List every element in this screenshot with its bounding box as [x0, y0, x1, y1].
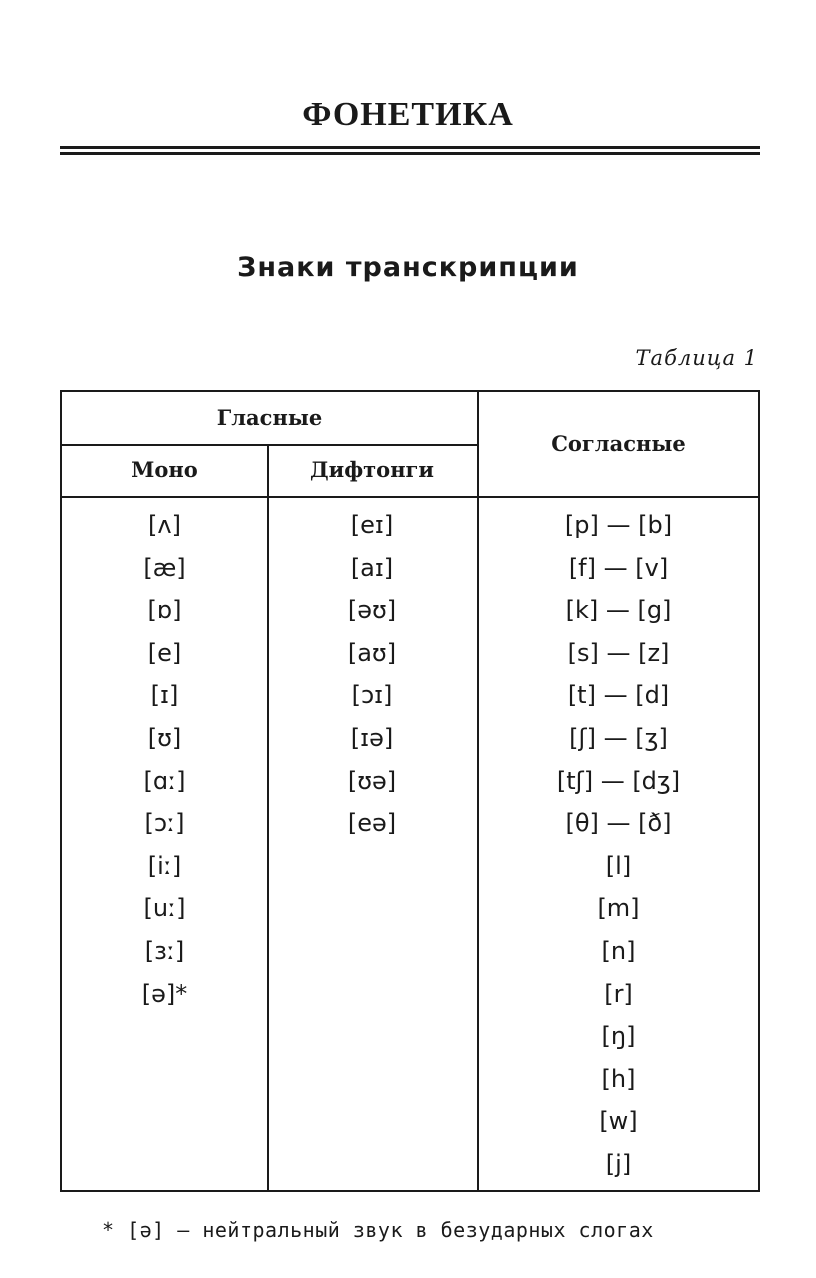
- consonant-cell: [p] — [b]: [564, 511, 673, 539]
- consonant-cell: [j]: [605, 1149, 632, 1178]
- consonant-cell: [ʃ] — [ʒ]: [569, 723, 668, 752]
- header-diphthongs: Дифтонги: [309, 457, 435, 482]
- diphthong-cell: [ɔɪ]: [351, 681, 393, 710]
- header-consonants: Согласные: [551, 431, 686, 456]
- mono-cell: [ɑː]: [143, 766, 186, 795]
- header-mono: Моно: [131, 457, 198, 482]
- consonant-cell: [w]: [599, 1107, 638, 1136]
- consonant-cell: [s] — [z]: [567, 638, 670, 667]
- consonant-cell: [m]: [597, 894, 640, 923]
- consonant-cell: [θ] — [ð]: [565, 809, 672, 838]
- consonant-cell: [tʃ] — [dʒ]: [556, 766, 681, 795]
- mono-cell: [uː]: [143, 894, 186, 923]
- mono-cell: [e]: [147, 638, 182, 667]
- diphthong-cell: [eɪ]: [350, 511, 394, 539]
- consonant-cell: [f] — [v]: [568, 553, 669, 582]
- diphthong-cell: [ʊə]: [347, 766, 397, 795]
- mono-cell: [ɪ]: [150, 681, 179, 710]
- diphthong-cell: [əʊ]: [347, 596, 397, 625]
- title-double-rule: [60, 146, 760, 155]
- chapter-title: ФОНЕТИКА: [302, 96, 514, 133]
- mono-cell: [ɜː]: [144, 936, 185, 965]
- consonants-column: [477, 504, 760, 1186]
- footnote: * [ə] – нейтральный звук в безударных слогах: [102, 1218, 654, 1242]
- mono-cell: [ɒ]: [147, 596, 182, 625]
- mono-cell: [ʊ]: [147, 723, 182, 752]
- diphthong-cell: [ɪə]: [350, 723, 394, 752]
- diphthong-cell: [eə]: [347, 809, 397, 838]
- diphthong-cell: [aɪ]: [350, 553, 394, 582]
- consonant-cell: [l]: [605, 851, 632, 880]
- header-divider-vowels: [62, 444, 477, 446]
- header-vowels: Гласные: [216, 405, 323, 430]
- mono-cell: [ɔː]: [144, 809, 185, 838]
- consonant-cell: [r]: [604, 979, 633, 1008]
- mono-cell: [ʌ]: [148, 511, 181, 539]
- header-bottom-rule: [62, 496, 758, 498]
- mono-column: [62, 504, 267, 1015]
- mono-cell: [ə]*: [141, 979, 188, 1008]
- table-label: Таблица 1: [635, 346, 758, 370]
- mono-cell: [æ]: [143, 553, 186, 582]
- mono-cell: [iː]: [147, 851, 182, 880]
- consonant-cell: [t] — [d]: [567, 681, 670, 710]
- consonant-cell: [ŋ]: [601, 1022, 636, 1051]
- consonant-cell: [n]: [601, 936, 636, 965]
- consonant-cell: [h]: [601, 1064, 636, 1093]
- consonant-cell: [k] — [g]: [565, 596, 672, 625]
- transcription-table: [60, 390, 760, 1192]
- diphthongs-column: [267, 504, 477, 845]
- section-title: Знаки транскрипции: [237, 252, 579, 283]
- diphthong-cell: [aʊ]: [347, 638, 397, 667]
